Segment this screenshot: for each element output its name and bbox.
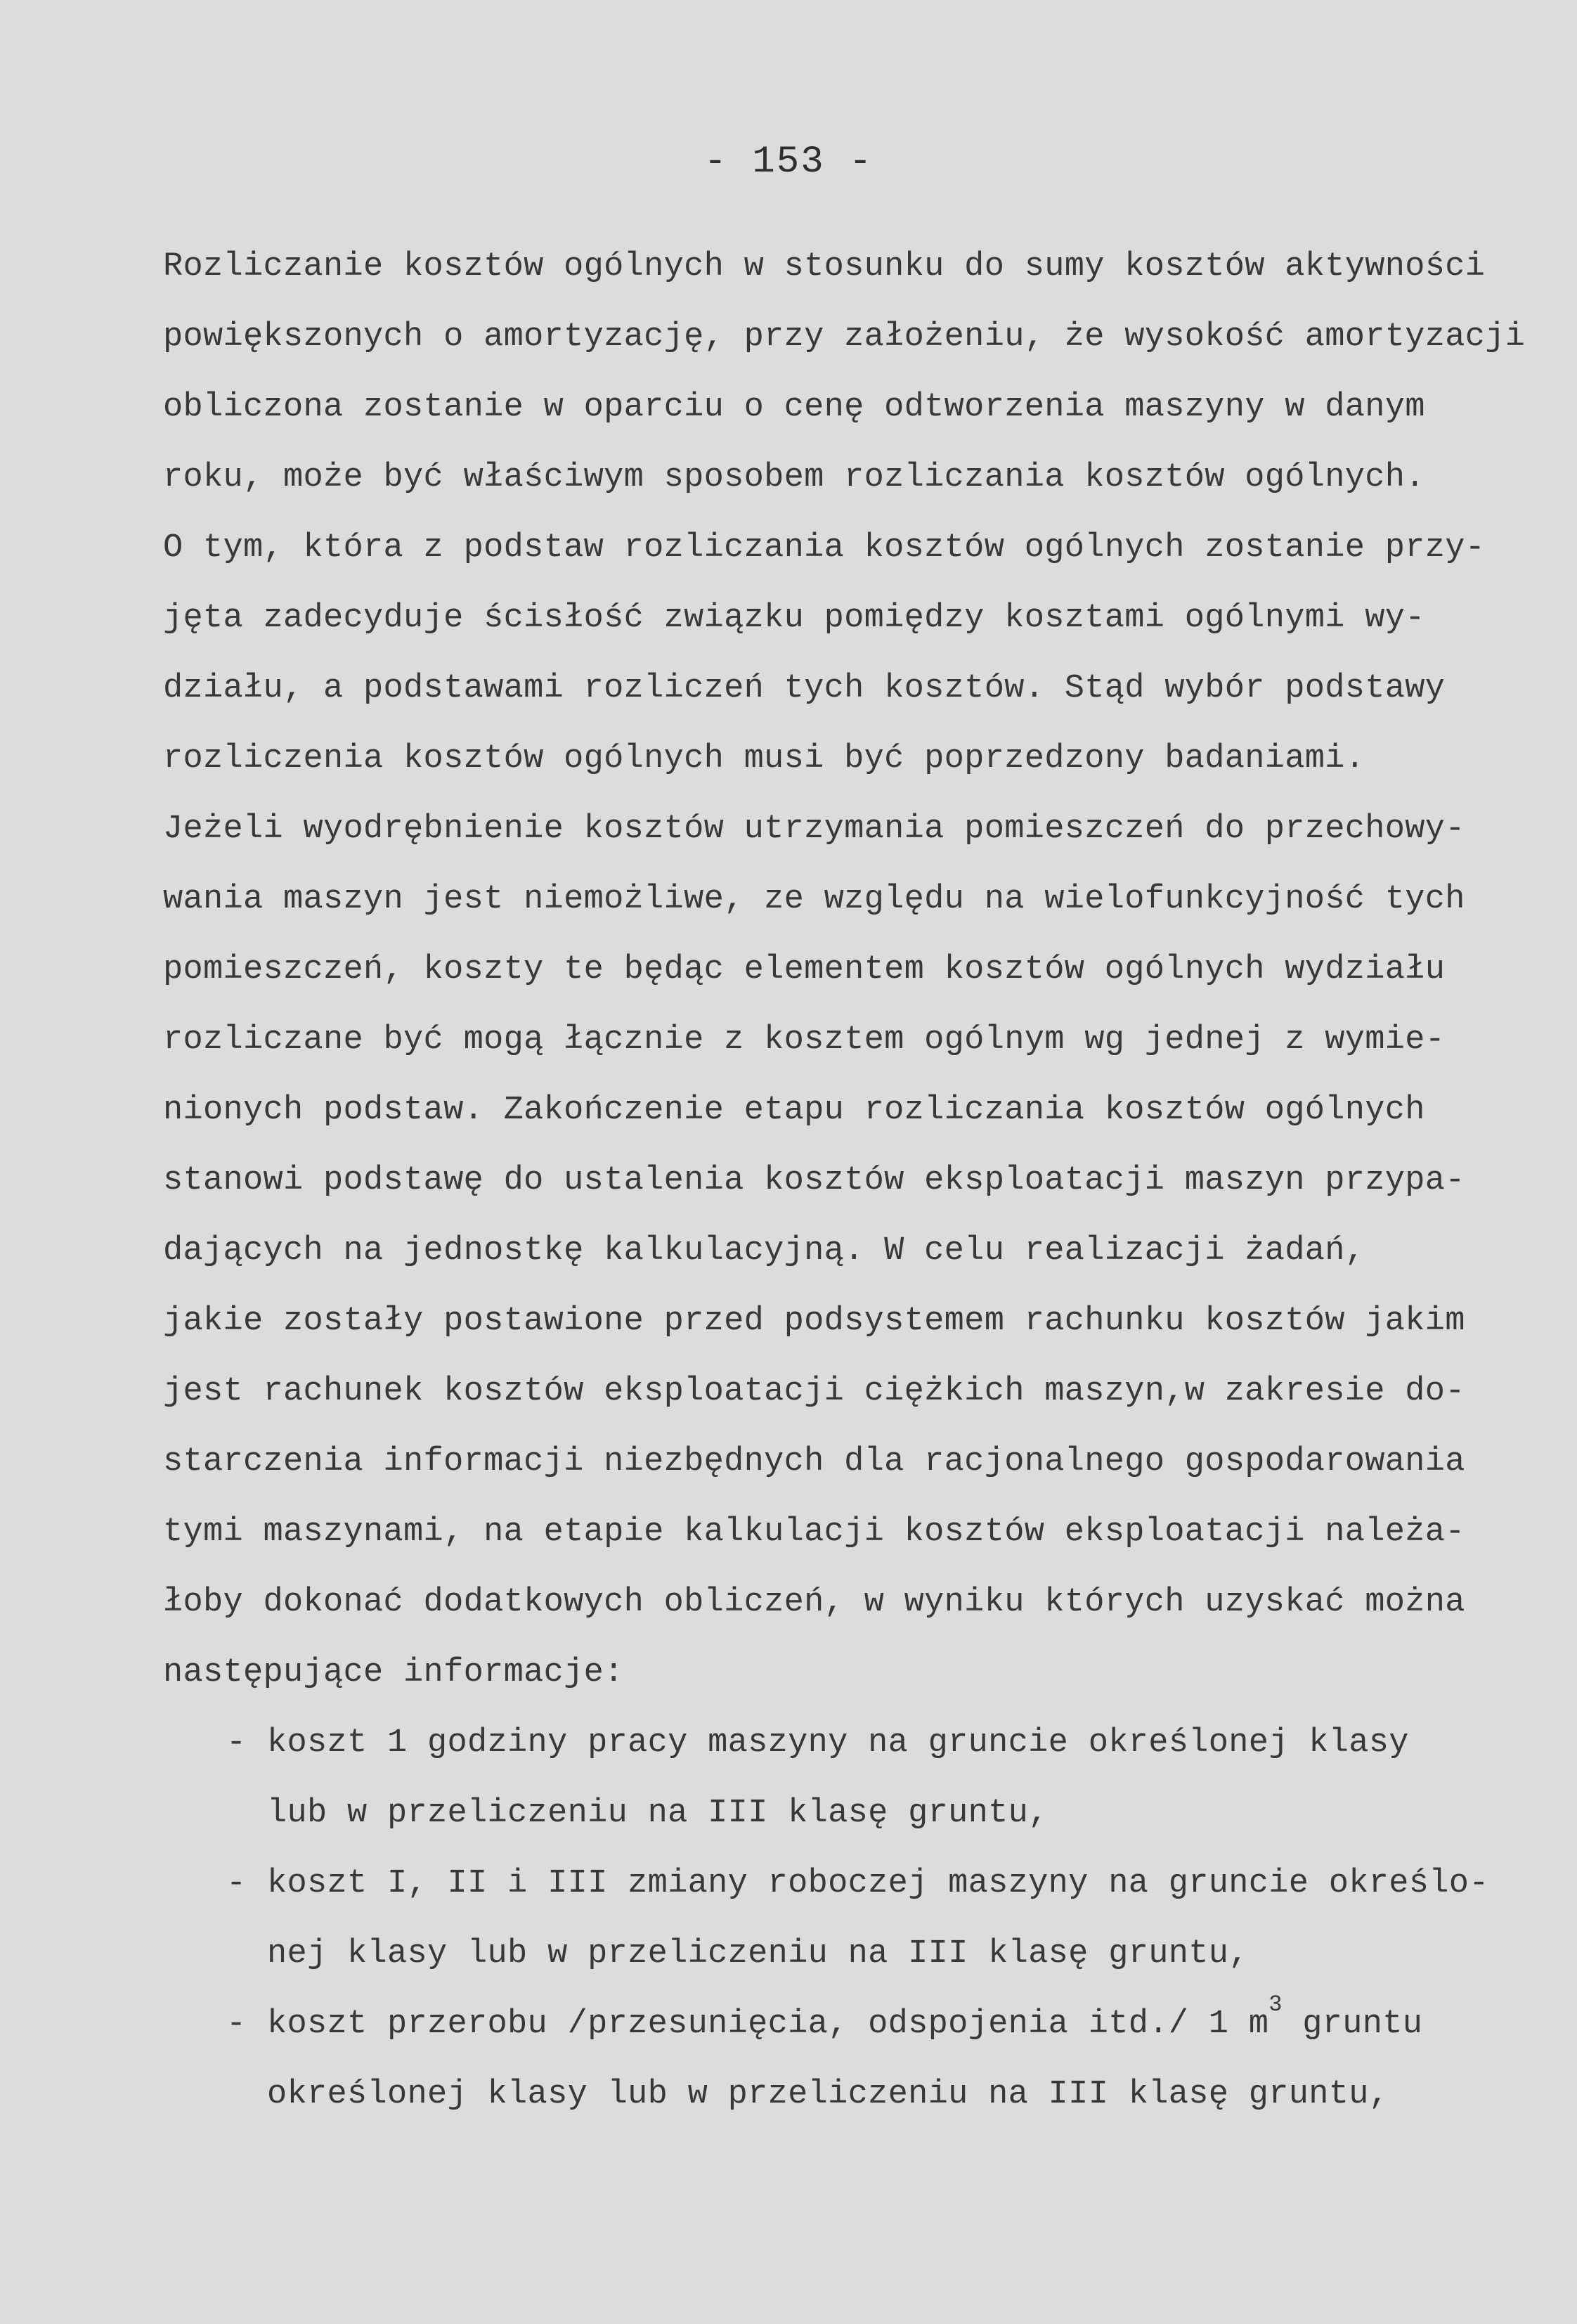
list-item-line: określonej klasy lub w przeliczeniu na III klasę gruntu, [267, 2076, 1389, 2113]
text-line: nionych podstaw. Zakończenie etapu rozliczania kosztów ogólnych [163, 1092, 1425, 1129]
text-line: jęta zadecyduje ścisłość związku pomiędzy kosztami ogólnymi wy- [163, 600, 1425, 637]
text-line: łoby dokonać dodatkowych obliczeń, w wyniku których uzyskać można [163, 1584, 1465, 1621]
info-list [163, 1708, 1577, 2130]
text-line: jakie zostały postawione przed podsystemem rachunku kosztów jakim [163, 1303, 1465, 1340]
text-line: następujące informacje: [163, 1654, 624, 1691]
list-item-line [163, 1989, 1577, 2060]
list-item-text: gruntu [1282, 2006, 1423, 2043]
text-line: powiększonych o amortyzację, przy założeniu, że wysokość amortyzacji [163, 318, 1526, 356]
text-line: wania maszyn jest niemożliwe, ze względu na wielofunkcyjność tych [163, 881, 1465, 918]
document-body [163, 232, 1577, 2130]
text-line: rozliczane być mogą łącznie z kosztem ogólnym wg jednej z wymie- [163, 1021, 1446, 1059]
list-item-line: koszt 1 godziny pracy maszyny na gruncie określonej klasy [267, 1724, 1409, 1762]
list-item-line: nej klasy lub w przeliczeniu na III klasę gruntu, [267, 1935, 1249, 1973]
text-line: tymi maszynami, na etapie kalkulacji kosztów eksploatacji należa- [163, 1513, 1465, 1551]
list-item-text: koszt przerobu /przesunięcia, odspojenia itd./ 1 m [267, 2006, 1269, 2043]
text-line: rozliczenia kosztów ogólnych musi być poprzedzony badaniami. [163, 740, 1365, 777]
list-item [163, 1849, 1577, 1989]
text-line: dających na jednostkę kalkulacyjną. W celu realizacji żadań, [163, 1232, 1365, 1270]
page-number: - 153 - [703, 141, 874, 183]
list-item [163, 1989, 1577, 2130]
text-line: obliczona zostanie w oparciu o cenę odtworzenia maszyny w danym [163, 389, 1425, 426]
list-dash: - [226, 1865, 247, 1902]
text-line: starczenia informacji niezbędnych dla racjonalnego gospodarowania [163, 1443, 1465, 1480]
list-item [163, 1708, 1577, 1849]
list-dash: - [226, 1724, 247, 1762]
superscript-exponent: 3 [1268, 1991, 1283, 2018]
text-line: Rozliczanie kosztów ogólnych w stosunku do sumy kosztów aktywności [163, 248, 1486, 285]
text-line: działu, a podstawami rozliczeń tych kosztów. Stąd wybór podstawy [163, 670, 1446, 707]
text-line: pomieszczeń, koszty te będąc elementem kosztów ogólnych wydziału [163, 951, 1446, 988]
list-item-line: koszt I, II i III zmiany roboczej maszyny na gruncie określo- [267, 1865, 1489, 1902]
text-line: roku, może być właściwym sposobem rozliczania kosztów ogólnych. [163, 459, 1425, 496]
main-paragraph [163, 232, 1577, 1708]
text-line: jest rachunek kosztów eksploatacji ciężkich maszyn,w zakresie do- [163, 1373, 1465, 1410]
text-line: O tym, która z podstaw rozliczania kosztów ogólnych zostanie przy- [163, 529, 1486, 567]
text-line: Jeżeli wyodrębnienie kosztów utrzymania pomieszczeń do przechowy- [163, 811, 1465, 848]
list-dash: - [226, 2006, 247, 2043]
text-line: stanowi podstawę do ustalenia kosztów eksploatacji maszyn przypa- [163, 1162, 1465, 1199]
list-item-line: lub w przeliczeniu na III klasę gruntu, [267, 1795, 1049, 1832]
